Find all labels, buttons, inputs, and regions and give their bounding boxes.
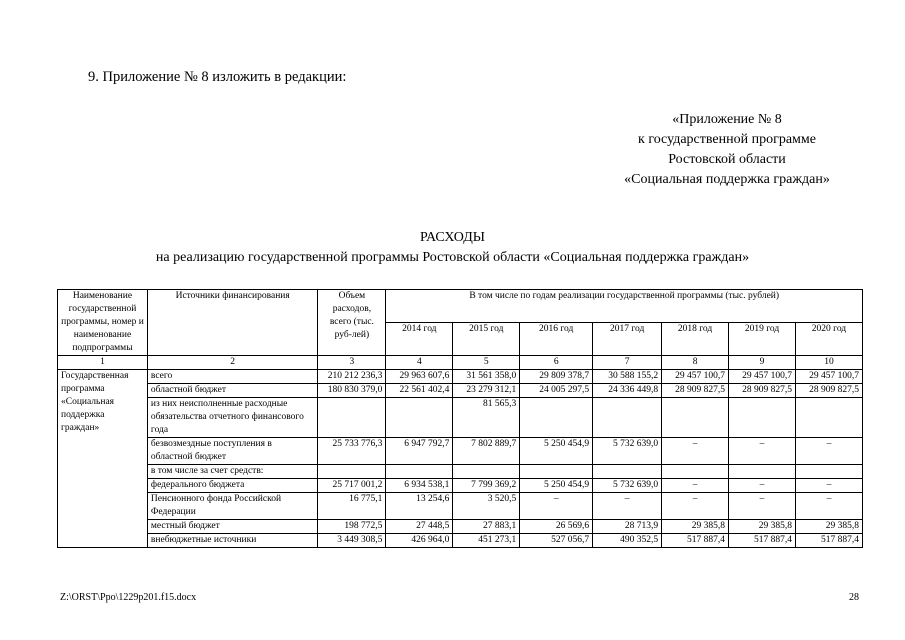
- year-value-cell: 5 732 639,0: [593, 438, 662, 465]
- header-year: 2020 год: [795, 323, 862, 356]
- year-value-cell: –: [662, 438, 729, 465]
- expenses-table: [57, 289, 863, 548]
- table-row: [58, 479, 863, 493]
- table-row: [58, 493, 863, 520]
- year-value-cell: 6 947 792,7: [386, 438, 453, 465]
- year-value-cell: [386, 398, 453, 438]
- year-value-cell: [520, 398, 593, 438]
- footer-file-path: Z:\ORST\Ppo\1229p201.f15.docx: [60, 592, 197, 603]
- year-value-cell: –: [729, 493, 796, 520]
- year-value-cell: 30 588 155,2: [593, 370, 662, 384]
- year-value-cell: 31 561 358,0: [453, 370, 520, 384]
- year-value-cell: [593, 465, 662, 479]
- year-value-cell: –: [662, 479, 729, 493]
- column-number-row: [58, 356, 863, 370]
- year-value-cell: 527 056,7: [520, 534, 593, 548]
- total-cell: 3 449 308,5: [318, 534, 386, 548]
- year-value-cell: [593, 398, 662, 438]
- source-cell: федерального бюджета: [147, 479, 318, 493]
- year-value-cell: [662, 465, 729, 479]
- column-number: 2: [147, 356, 318, 370]
- year-value-cell: 5 732 639,0: [593, 479, 662, 493]
- year-value-cell: 29 457 100,7: [729, 370, 796, 384]
- year-value-cell: –: [662, 493, 729, 520]
- total-cell: 25 717 001,2: [318, 479, 386, 493]
- column-number: 7: [593, 356, 662, 370]
- year-value-cell: 28 713,9: [593, 520, 662, 534]
- year-value-cell: –: [729, 438, 796, 465]
- source-cell: местный бюджет: [147, 520, 318, 534]
- table-row: [58, 384, 863, 398]
- year-value-cell: 29 385,8: [662, 520, 729, 534]
- footer-page-number: 28: [849, 592, 859, 603]
- header-year: 2014 год: [386, 323, 453, 356]
- year-value-cell: –: [795, 479, 862, 493]
- column-number: 3: [318, 356, 386, 370]
- year-value-cell: 26 569,6: [520, 520, 593, 534]
- year-value-cell: 29 809 378,7: [520, 370, 593, 384]
- year-value-cell: [729, 398, 796, 438]
- year-value-cell: 7 799 369,2: [453, 479, 520, 493]
- column-number: 9: [729, 356, 796, 370]
- year-value-cell: 517 887,4: [662, 534, 729, 548]
- column-number: 6: [520, 356, 593, 370]
- year-value-cell: 23 279 312,1: [453, 384, 520, 398]
- column-number: 8: [662, 356, 729, 370]
- total-cell: 180 830 379,0: [318, 384, 386, 398]
- header-year: 2016 год: [520, 323, 593, 356]
- header-row: [58, 290, 863, 323]
- column-number: 1: [58, 356, 148, 370]
- year-value-cell: –: [593, 493, 662, 520]
- year-value-cell: 28 909 827,5: [662, 384, 729, 398]
- header-year: 2017 год: [593, 323, 662, 356]
- table-row: [58, 534, 863, 548]
- header-source: Источники финансирования: [147, 290, 318, 356]
- intro-paragraph: 9. Приложение № 8 изложить в редакции:: [88, 69, 347, 85]
- year-value-cell: 451 273,1: [453, 534, 520, 548]
- year-value-cell: 3 520,5: [453, 493, 520, 520]
- year-value-cell: [386, 465, 453, 479]
- year-value-cell: 13 254,6: [386, 493, 453, 520]
- year-value-cell: –: [729, 479, 796, 493]
- column-number: 5: [453, 356, 520, 370]
- source-cell: всего: [147, 370, 318, 384]
- year-value-cell: 5 250 454,9: [520, 438, 593, 465]
- header-year: 2019 год: [729, 323, 796, 356]
- year-value-cell: 27 883,1: [453, 520, 520, 534]
- year-value-cell: 24 005 297,5: [520, 384, 593, 398]
- appendix-heading: [597, 110, 857, 190]
- table-row: [58, 438, 863, 465]
- column-number: 4: [386, 356, 453, 370]
- year-value-cell: 29 457 100,7: [795, 370, 862, 384]
- appendix-line: Ростовской области: [668, 152, 786, 167]
- year-value-cell: 29 457 100,7: [662, 370, 729, 384]
- source-cell: из них неисполненные расходные обязательства отчетного финансового года: [147, 398, 318, 438]
- appendix-line: «Приложение № 8: [672, 112, 782, 127]
- year-value-cell: 490 352,5: [593, 534, 662, 548]
- table-row: [58, 465, 863, 479]
- year-value-cell: –: [795, 438, 862, 465]
- document-subtitle: на реализацию государственной программы Ростовской области «Социальная поддержка граждан»: [155, 250, 750, 265]
- year-value-cell: 426 964,0: [386, 534, 453, 548]
- source-cell: внебюджетные источники: [147, 534, 318, 548]
- year-value-cell: 29 385,8: [729, 520, 796, 534]
- year-value-cell: 24 336 449,8: [593, 384, 662, 398]
- table-row: [58, 370, 863, 384]
- appendix-line: «Социальная поддержка граждан»: [624, 172, 830, 187]
- header-year: 2015 год: [453, 323, 520, 356]
- source-cell: в том числе за счет средств:: [147, 465, 318, 479]
- table-row: [58, 520, 863, 534]
- year-value-cell: 517 887,4: [795, 534, 862, 548]
- header-name: Наименование государственной программы, номер и наименование подпрограммы: [58, 290, 148, 356]
- program-name-cell: Государственная программа «Социальная поддержка граждан»: [58, 370, 148, 548]
- source-cell: областной бюджет: [147, 384, 318, 398]
- year-value-cell: [520, 465, 593, 479]
- year-value-cell: 5 250 454,9: [520, 479, 593, 493]
- year-value-cell: [795, 465, 862, 479]
- table-row: [58, 398, 863, 438]
- year-value-cell: 81 565,3: [453, 398, 520, 438]
- year-value-cell: 29 385,8: [795, 520, 862, 534]
- year-value-cell: 517 887,4: [729, 534, 796, 548]
- source-cell: Пенсионного фонда Российской Федерации: [147, 493, 318, 520]
- total-cell: 25 733 776,3: [318, 438, 386, 465]
- appendix-line: к государственной программе: [638, 132, 816, 147]
- year-value-cell: [729, 465, 796, 479]
- column-number: 10: [795, 356, 862, 370]
- header-year: 2018 год: [662, 323, 729, 356]
- source-cell: безвозмездные поступления в областной бюджет: [147, 438, 318, 465]
- header-volume: Объем расходов, всего (тыс. руб-лей): [318, 290, 386, 356]
- year-value-cell: 22 561 402,4: [386, 384, 453, 398]
- year-value-cell: 6 934 538,1: [386, 479, 453, 493]
- year-value-cell: [453, 465, 520, 479]
- year-value-cell: [662, 398, 729, 438]
- total-cell: 210 212 236,3: [318, 370, 386, 384]
- year-value-cell: [795, 398, 862, 438]
- total-cell: 16 775,1: [318, 493, 386, 520]
- year-value-cell: 28 909 827,5: [795, 384, 862, 398]
- total-cell: [318, 465, 386, 479]
- year-value-cell: –: [795, 493, 862, 520]
- total-cell: [318, 398, 386, 438]
- header-by-year: В том числе по годам реализации государственной программы (тыс. рублей): [386, 290, 863, 323]
- document-title: РАСХОДЫ: [420, 230, 485, 245]
- year-value-cell: 29 963 607,6: [386, 370, 453, 384]
- year-value-cell: –: [520, 493, 593, 520]
- year-value-cell: 27 448,5: [386, 520, 453, 534]
- year-value-cell: 28 909 827,5: [729, 384, 796, 398]
- total-cell: 198 772,5: [318, 520, 386, 534]
- year-value-cell: 7 802 889,7: [453, 438, 520, 465]
